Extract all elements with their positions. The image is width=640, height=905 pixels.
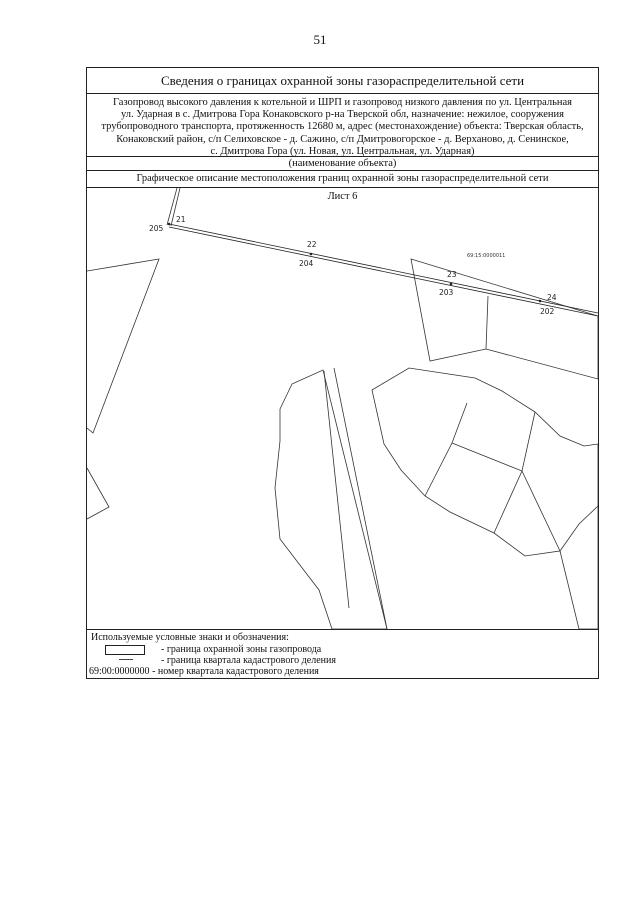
zone-point-21-label: 21 [176, 215, 186, 224]
pipe-point-203-label: 203 [439, 288, 454, 297]
cadastral-quarter-number: 69:15:0000011 [467, 253, 506, 259]
legend-item-quarter-number [89, 666, 319, 677]
object-description-line: Газопровод высокого давления к котельной и ШРП и газопровод низкого давления по ул. Центральная [113, 97, 572, 108]
legend [87, 630, 598, 678]
object-caption: (наименование объекта) [87, 157, 598, 171]
parcel-boundary-center [275, 370, 387, 629]
quarter-boundary-symbol [119, 659, 133, 660]
pipe-point-205-label: 205 [149, 224, 164, 233]
pipe-point-204-label: 204 [299, 259, 314, 268]
boundary-info-frame [86, 67, 599, 679]
zone-point-24-label: 24 [547, 293, 557, 302]
quarter-number-label: - номер квартала кадастрового деления [149, 666, 319, 677]
parcel-boundary-divider [486, 296, 488, 349]
zone-point-22-marker [310, 253, 313, 256]
gas-pipeline-zone-boundary [169, 224, 598, 313]
object-description-line: с. Дмитрова Гора (ул. Новая, ул. Центральная, ул. Ударная) [210, 145, 475, 157]
legend-item-zone-boundary: - граница охранной зоны газопровода [161, 644, 322, 655]
zone-point-24-marker [539, 300, 542, 303]
legend-item-quarter-boundary: - граница квартала кадастрового деления [161, 655, 336, 666]
parcel-boundary-left-bottom [87, 468, 109, 519]
document-title: Сведения о границах охранной зоны газораспределительной сети [87, 68, 598, 94]
object-description-line: трубопроводного транспорта, протяженность 12680 м, адрес (местонахождение) объекта: Тверская область, [101, 121, 584, 133]
legend-header: Используемые условные знаки и обозначения: [91, 632, 289, 643]
parcel-boundary-right-cluster [372, 368, 598, 629]
zone-point-23-marker [450, 283, 453, 286]
gas-pipeline-axis [169, 227, 598, 316]
zone-point-22-label: 22 [307, 240, 317, 249]
graphic-description-heading: Графическое описание местоположения границ охранной зоны газораспределительной сети [87, 171, 598, 188]
parcel-inner-lines [425, 403, 598, 551]
zone-boundary-symbol [105, 645, 145, 655]
parcel-boundary-left-top [87, 259, 159, 433]
cadastral-map [87, 188, 598, 630]
map-drawing [87, 188, 598, 629]
parcel-boundary-right-upper [411, 259, 598, 379]
object-description-line: Конаковский район, с/п Селиховское - д. Сажино, с/п Дмитровогорское - д. Верханово, д. Сенинское, [116, 133, 569, 145]
zone-point-21-marker [168, 223, 171, 226]
object-description-line: ул. Ударная в с. Дмитрова Гора Конаковского р-на Тверской обл, назначение: нежилое, сооружения [121, 109, 564, 121]
quarter-number-symbol: 69:00:0000000 [89, 666, 150, 677]
pipe-point-202-label: 202 [540, 307, 555, 316]
sheet-label: Лист 6 [327, 191, 358, 202]
zone-point-23-label: 23 [447, 270, 457, 279]
object-description [87, 94, 598, 157]
page-number: 51 [313, 32, 327, 47]
